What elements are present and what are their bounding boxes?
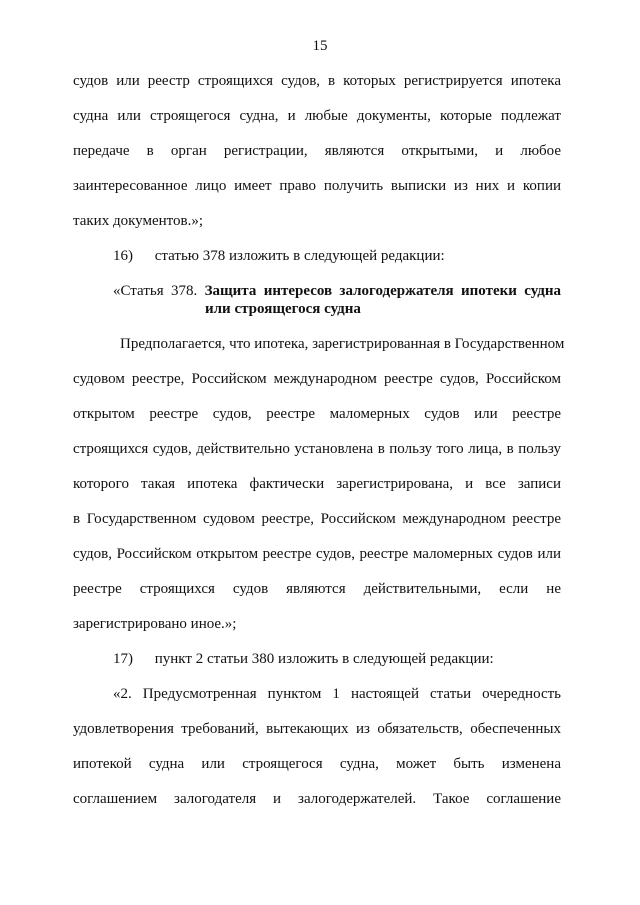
text-line: в Государственном судовом реестре, Российском международном реестре [73, 511, 561, 527]
list-item-17 [73, 642, 561, 677]
text-line: зарегистрировано иное.»; [73, 616, 237, 632]
text-line: Предполагается, что ипотека, зарегистрированная в Государственном [120, 336, 565, 352]
list-item-text: статью 378 изложить в следующей редакции: [154, 248, 445, 264]
text-line: «2. Предусмотренная пунктом 1 настоящей статьи очередность [113, 686, 561, 702]
text-line: судовом реестре, Российском международном реестре судов, Российском [73, 371, 561, 387]
list-item-number: 16) [113, 248, 133, 264]
text-line: таких документов.»; [73, 213, 204, 229]
article-label: «Статья 378. [113, 283, 198, 299]
list-item-text: пункт 2 статьи 380 изложить в следующей редакции: [154, 651, 494, 667]
text-line: передаче в орган регистрации, являются открытыми, и любое [73, 143, 561, 159]
text-line: строящихся судов, действительно установлена в пользу того лица, в пользу [73, 441, 561, 457]
text-line: реестре строящихся судов являются действительными, если не [73, 581, 561, 597]
text-line: открытом реестре судов, реестре маломерных судов или реестре [73, 406, 561, 422]
text-line: соглашением залогодателя и залогодержателей. Такое соглашение [73, 791, 561, 807]
document-body [73, 64, 565, 817]
text-line: удовлетворения требований, вытекающих из обязательств, обеспеченных [73, 721, 561, 737]
text-line: которого такая ипотека фактически зарегистрирована, и все записи [73, 476, 561, 492]
text-line: судна или строящегося судна, и любые документы, которые подлежат [73, 108, 561, 124]
text-line: ипотекой судна или строящегося судна, может быть изменена [73, 756, 561, 772]
text-line: заинтересованное лицо имеет право получить выписки из них и копии [73, 178, 561, 194]
list-item-16 [73, 239, 561, 274]
article-heading-line [73, 282, 561, 300]
text-line: судов, Российском открытом реестре судов, реестре маломерных судов или [73, 546, 561, 562]
list-item-number: 17) [113, 651, 133, 667]
article-heading [73, 282, 561, 318]
article-title: Защита интересов залогодержателя ипотеки судна [204, 283, 561, 299]
page-number: 15 [312, 38, 328, 54]
article-title-continued: или строящегося судна [205, 301, 361, 317]
text-line: судов или реестр строящихся судов, в которых регистрируется ипотека [73, 73, 561, 89]
